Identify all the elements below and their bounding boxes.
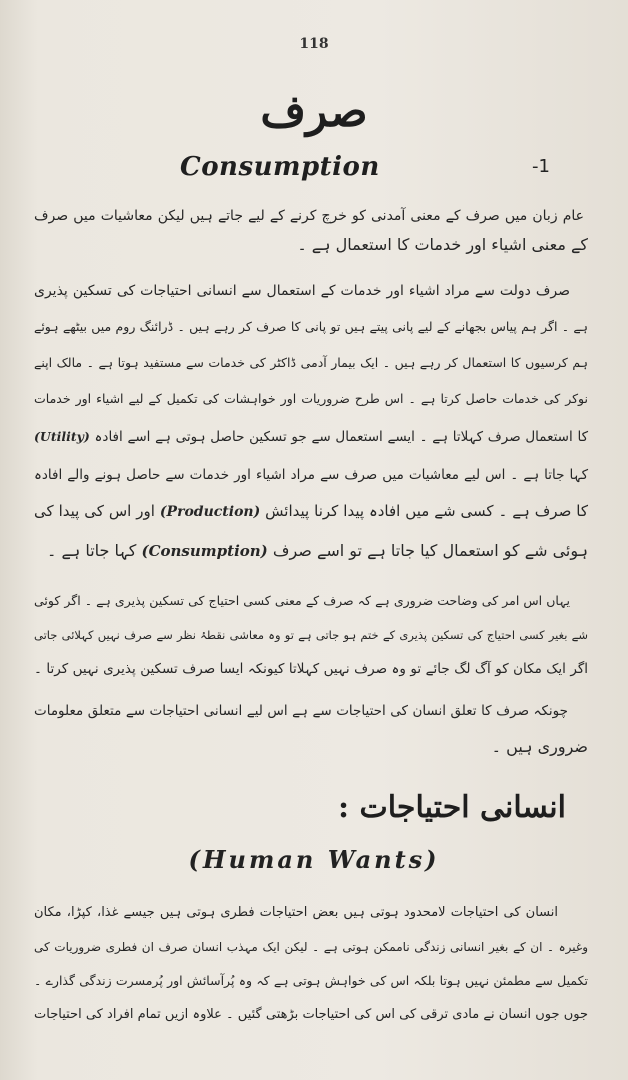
- production-term: (Production): [159, 504, 261, 520]
- paragraph-line: جوں جوں انسان نے مادی ترقی کی اس کی احتیاجات بڑھتی گئیں ۔ علاوہ ازیں تمام افراد کی احتیاجات: [34, 1007, 588, 1022]
- paragraph-line: [34, 426, 588, 448]
- section-heading: [180, 150, 560, 190]
- paragraph-line: ہم کرسیوں کا استعمال کر رہے ہیں ۔ ایک بیمار آدمی ڈاکٹر کی خدمات سے مستفید ہوتا ہے ۔ مالک اپنے: [34, 355, 588, 370]
- paragraph-text: اور اس کی پیدا کی: [34, 502, 155, 520]
- paragraph-text: کا استعمال صرف کہلاتا ہے ۔ ایسے استعمال سے جو تسکین حاصل ہوتی ہے اسے افادہ: [94, 429, 588, 445]
- utility-term: (Utility): [34, 429, 90, 444]
- chapter-title: صرف: [260, 86, 368, 137]
- paragraph-line: کے معنی اشیاء اور خدمات کا استعمال ہے ۔: [297, 235, 588, 254]
- paragraph-line: شے بغیر کسی احتیاج کی تسکین پذیری کے ختم ہو جاتی ہے تو وہ معاشی نقطۂ نظر سے صرف نہیں کہلائی جاتی: [34, 628, 588, 642]
- subheading-en: (Human Wants): [188, 845, 440, 874]
- paragraph-line: [34, 500, 588, 523]
- paragraph-line: عام زبان میں صرف کے معنی آمدنی کو خرچ کرنے کے لیے جاتے ہیں لیکن معاشیات میں صرف: [34, 208, 584, 224]
- page-number: 118: [299, 36, 329, 52]
- paragraph-line: تکمیل سے مطمئن نہیں ہوتا بلکہ اس کی خواہش ہوتی ہے کہ وہ پُرآسائش اور پُرمسرت زندگی گذارے ۔: [34, 973, 588, 988]
- section-title-en: Consumption: [180, 152, 380, 182]
- consumption-term: (Consumption): [141, 542, 268, 560]
- paragraph-line: [34, 540, 588, 562]
- paragraph-line: ہے ۔ اگر ہم پیاس بجھانے کے لیے پانی پیتے ہیں تو پانی کا صرف کر رہے ہیں ۔ ڈرائنگ روم میں بیٹھے ہوئے: [34, 319, 588, 334]
- paragraph-text: کہا جاتا ہے ۔: [47, 541, 137, 560]
- paragraph-text: ہوئی شے کو استعمال کیا جاتا ہے تو اسے صرف: [272, 541, 588, 560]
- paragraph-line: انسان کی احتیاجات لامحدود ہوتی ہیں بعض احتیاجات فطری ہوتی ہیں جیسے غذا، کپڑا، مکان: [34, 905, 558, 920]
- paragraph-text: کا صرف ہے ۔ کسی شے میں افادہ پیدا کرنا پیدائش: [265, 502, 588, 520]
- paragraph-line: نوکر کی خدمات حاصل کرتا ہے ۔ اس طرح ضروریات اور خواہشات کی تکمیل کے لیے اشیاء اور خدمات: [34, 391, 588, 406]
- subheading-urdu: انسانی احتیاجات :: [338, 790, 566, 825]
- paragraph-line: صرف دولت سے مراد اشیاء اور خدمات کے استعمال سے انسانی احتیاجات کی تسکین پذیری: [34, 283, 570, 299]
- paragraph-line: وغیرہ ۔ ان کے بغیر انسانی زندگی ناممکن ہوتی ہے ۔ لیکن ایک مہذب انسان صرف ان فطری ضروریات کی: [34, 940, 588, 954]
- paragraph-line: کہا جاتا ہے ۔ اس لیے معاشیات میں صرف سے مراد اشیاء اور خدمات سے حاصل ہونے والے افادہ: [34, 467, 588, 483]
- paragraph-line: ضروری ہیں ۔: [491, 737, 588, 756]
- paragraph-line: چونکہ صرف کا تعلق انسان کی احتیاجات سے ہے اس لیے انسانی احتیاجات سے متعلق معلومات: [34, 703, 568, 719]
- section-number: -1: [532, 156, 550, 177]
- paragraph-line: یہاں اس امر کی وضاحت ضروری ہے کہ صرف کے معنی کسی احتیاج کی تسکین پذیری ہے ۔ اگر کوئی: [34, 593, 570, 608]
- paragraph-line: اگر ایک مکان کو آگ لگ جائے تو وہ صرف نہیں کہلاتا کیونکہ ایسا صرف تسکین پذیری نہیں کرتا ۔: [34, 661, 588, 677]
